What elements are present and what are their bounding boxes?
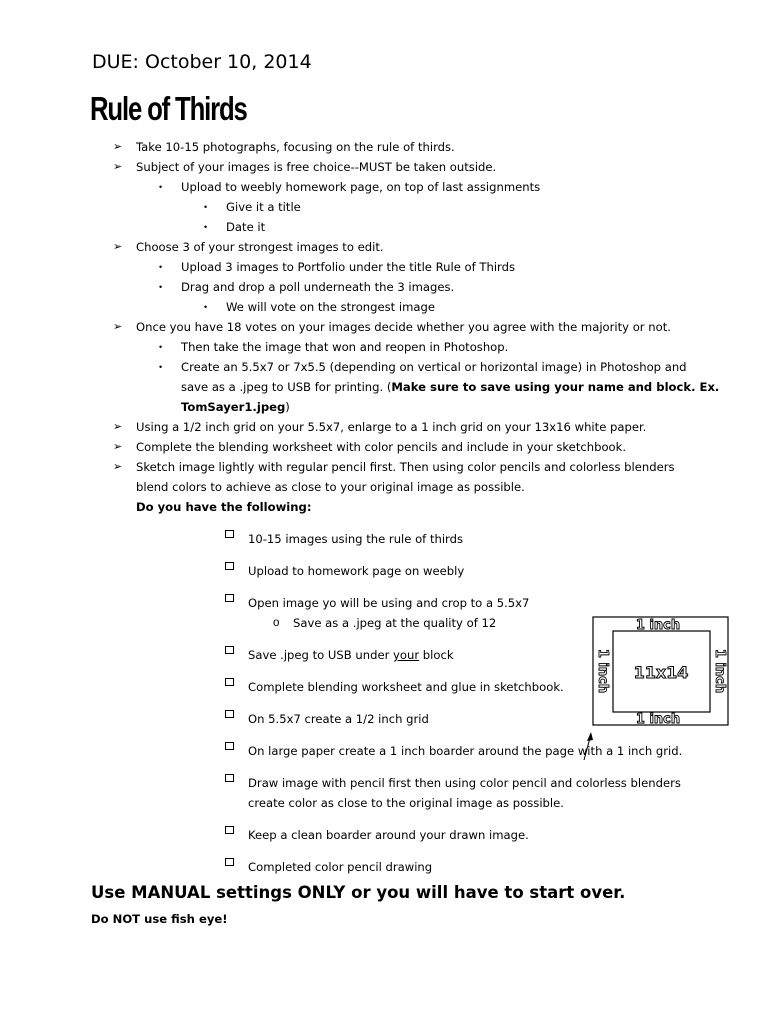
paper-size-label: 11x14 [633,663,689,682]
instruction-text: save as a .jpeg to USB for printing. ( [181,380,392,394]
checkbox[interactable] [225,826,234,834]
sub-bullet-icon: o [273,616,280,629]
checkbox[interactable] [225,742,234,750]
bullet-icon: • [204,222,208,232]
instruction-item: Take 10-15 photographs, focusing on the rule of thirds. [136,140,455,154]
checklist-item-label: 10-15 images using the rule of thirds [248,532,464,546]
checklist-item-label: Open image yo will be using and crop to a 5.5x7 [248,596,530,610]
instruction-item: Once you have 18 votes on your images decide whether you agree with the majority or not. [136,320,671,334]
checklist-item-label [248,645,454,665]
manual-settings-warning: Use MANUAL settings ONLY or you will have to start over. [91,883,626,902]
instruction-subitem: Drag and drop a poll underneath the 3 images. [181,280,455,294]
border-diagram [580,612,735,762]
checkbox[interactable] [225,710,234,718]
arrow-bullet-icon: ➢ [113,461,123,473]
checkbox[interactable] [225,774,234,782]
checkbox[interactable] [225,530,234,538]
checkbox[interactable] [225,594,234,602]
page-title: Rule of Thirds [90,90,247,127]
arrow-bullet-icon: ➢ [113,161,123,173]
checklist-text: Save .jpeg to USB under [248,648,394,662]
instruction-subitem: Upload 3 images to Portfolio under the title Rule of Thirds [181,260,516,274]
checklist-heading: Do you have the following: [136,500,312,514]
checkbox[interactable] [225,646,234,654]
due-date: DUE: October 10, 2014 [92,51,312,73]
checklist-item-label-continued: create color as close to the original image as possible. [248,796,564,810]
checkbox[interactable] [225,858,234,866]
pointer-arrow-head [587,732,593,741]
arrow-bullet-icon: ➢ [113,141,123,153]
arrow-bullet-icon: ➢ [113,241,123,253]
arrow-bullet-icon: ➢ [113,421,123,433]
underlined-word: your [393,648,420,662]
bullet-icon: • [159,362,163,372]
instruction-subitem-continued [181,377,719,397]
arrow-bullet-icon: ➢ [113,441,123,453]
instruction-subsubitem: Date it [226,220,266,234]
fisheye-warning: Do NOT use fish eye! [91,912,228,926]
checkbox[interactable] [225,562,234,570]
checklist-item-label: On 5.5x7 create a 1/2 inch grid [248,712,429,726]
instruction-subitem: Then take the image that won and reopen in Photoshop. [181,340,509,354]
checklist-item-label: Completed color pencil drawing [248,860,433,874]
instruction-subsubitem: We will vote on the strongest image [226,300,436,314]
right-border-label: 1 inch [712,648,727,694]
checkbox[interactable] [225,678,234,686]
bullet-icon: • [204,202,208,212]
bullet-icon: • [204,302,208,312]
checklist-item-label: Complete blending worksheet and glue in sketchbook. [248,680,564,694]
filename-example: TomSayer1.jpeg [181,400,286,414]
checklist-subitem-label: Save as a .jpeg at the quality of 12 [293,616,497,630]
instruction-subitem: Create an 5.5x7 or 7x5.5 (depending on vertical or horizontal image) in Photoshop and [181,360,687,374]
instruction-item: Complete the blending worksheet with color pencils and include in your sketchbook. [136,440,627,454]
instruction-item: Using a 1/2 inch grid on your 5.5x7, enlarge to a 1 inch grid on your 13x16 white paper. [136,420,647,434]
instruction-subsubitem: Give it a title [226,200,301,214]
checklist-text: block [419,648,454,662]
bullet-icon: • [159,342,163,352]
checklist-item-label: On large paper create a 1 inch boarder around the page with a 1 inch grid. [248,744,683,758]
instruction-emphasis: Make sure to save using your name and block. Ex. [391,380,720,394]
pointer-arrow-line [584,738,590,760]
checklist-item-label: Keep a clean boarder around your drawn image. [248,828,529,842]
arrow-bullet-icon: ➢ [113,321,123,333]
bottom-border-label: 1 inch [635,712,681,727]
checklist-item-label: Upload to homework page on weebly [248,564,465,578]
bullet-icon: • [159,262,163,272]
instruction-item: Subject of your images is free choice--MUST be taken outside. [136,160,497,174]
instruction-item-continued: blend colors to achieve as close to your original image as possible. [136,480,525,494]
bullet-icon: • [159,282,163,292]
left-border-label: 1 inch [595,648,610,694]
instruction-item: Choose 3 of your strongest images to edit. [136,240,384,254]
checklist-item-label: Draw image with pencil first then using color pencil and colorless blenders [248,776,681,790]
instruction-subitem: Upload to weebly homework page, on top of last assignments [181,180,541,194]
instruction-text: ) [285,400,290,414]
instruction-item: Sketch image lightly with regular pencil first. Then using color pencils and colorless blenders [136,460,675,474]
top-border-label: 1 inch [635,618,681,633]
bullet-icon: • [159,182,163,192]
instruction-subitem-continued [181,397,290,417]
